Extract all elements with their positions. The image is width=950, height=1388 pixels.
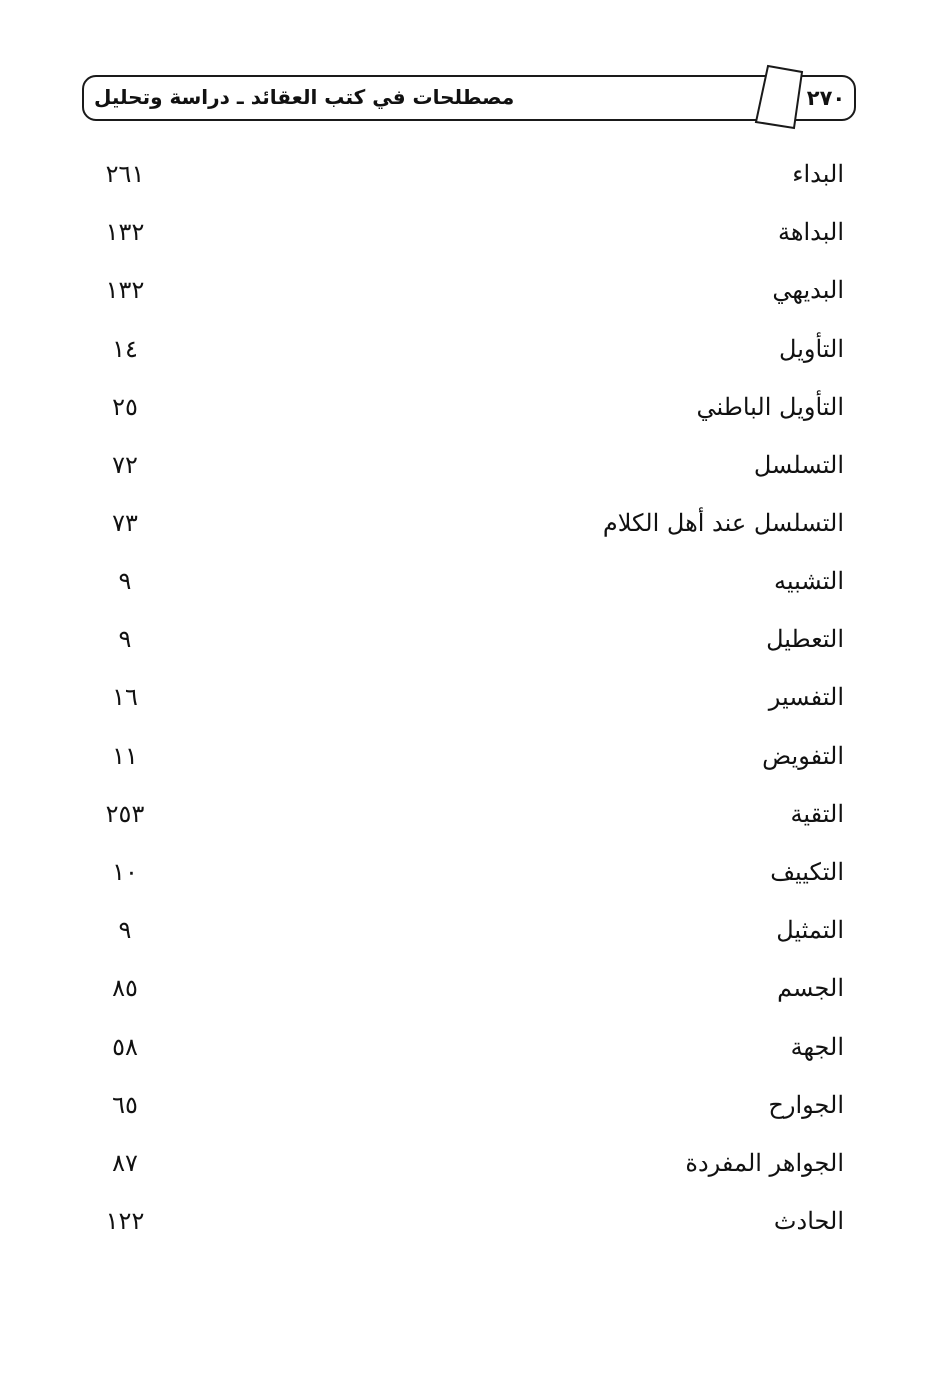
index-entry	[90, 1027, 850, 1067]
page-number: ٢٧٠	[806, 86, 846, 110]
index-entry	[90, 852, 850, 892]
index-term: التسلسل عند أهل الكلام	[602, 509, 844, 537]
index-term: التشبيه	[774, 567, 844, 595]
index-term: التفسير	[768, 683, 844, 711]
index-page-ref: ٢٥٣	[105, 800, 145, 828]
index-entry	[90, 736, 850, 776]
index-page-ref: ٥٨	[112, 1033, 138, 1061]
index-entry	[90, 1143, 850, 1183]
index-page-ref: ١٣٢	[105, 218, 145, 246]
index-term: التأويل	[779, 335, 844, 363]
index-page-ref: ٩	[118, 625, 132, 653]
index-term: التمثيل	[776, 916, 844, 944]
index-entry	[90, 794, 850, 834]
index-term: الجواهر المفردة	[685, 1149, 844, 1177]
index-term: الجهة	[790, 1033, 844, 1061]
index-entry	[90, 677, 850, 717]
index-page-ref: ٩	[118, 916, 132, 944]
index-page-ref: ٦٥	[112, 1091, 138, 1119]
index-entry	[90, 619, 850, 659]
index-entry	[90, 503, 850, 543]
index-entry	[90, 1085, 850, 1125]
running-header-title: مصطلحات في كتب العقائد ـ دراسة وتحليل	[94, 85, 515, 109]
index-entry	[90, 910, 850, 950]
index-page-ref: ٢٦١	[105, 160, 145, 188]
index-page-ref: ٧٣	[112, 509, 138, 537]
index-term: التقية	[790, 800, 844, 828]
index-entry	[90, 445, 850, 485]
index-term: التكييف	[770, 858, 844, 886]
index-term: التأويل الباطني	[696, 393, 844, 421]
index-page-ref: ١٤	[112, 335, 138, 363]
index-page-ref: ١٢٢	[105, 1207, 145, 1235]
index-page-ref: ١٣٢	[105, 276, 145, 304]
index-term: البداهة	[777, 218, 844, 246]
index-term: الجسم	[777, 974, 844, 1002]
index-term: الحادث	[773, 1207, 844, 1235]
index-term: البداء	[792, 160, 844, 188]
index-page-ref: ١١	[112, 742, 138, 770]
index-entry	[90, 329, 850, 369]
index-term: الجوارح	[768, 1091, 844, 1119]
index-entry	[90, 387, 850, 427]
index-entry	[90, 212, 850, 252]
index-term: التسلسل	[753, 451, 844, 479]
index-page-ref: ٩	[118, 567, 132, 595]
index-term: التعطيل	[766, 625, 844, 653]
index-entry	[90, 968, 850, 1008]
index-entry	[90, 154, 850, 194]
index-page-ref: ١٦	[112, 683, 138, 711]
index-page-ref: ٨٧	[112, 1149, 138, 1177]
index-term: التفويض	[762, 742, 844, 770]
index-entry	[90, 561, 850, 601]
index-term: البديهي	[772, 276, 844, 304]
index-page-ref: ٨٥	[112, 974, 138, 1002]
index-page-ref: ٧٢	[112, 451, 138, 479]
index-page-ref: ١٠	[112, 858, 138, 886]
index-page-ref: ٢٥	[112, 393, 138, 421]
index-entry	[90, 1201, 850, 1241]
index-entry	[90, 270, 850, 310]
